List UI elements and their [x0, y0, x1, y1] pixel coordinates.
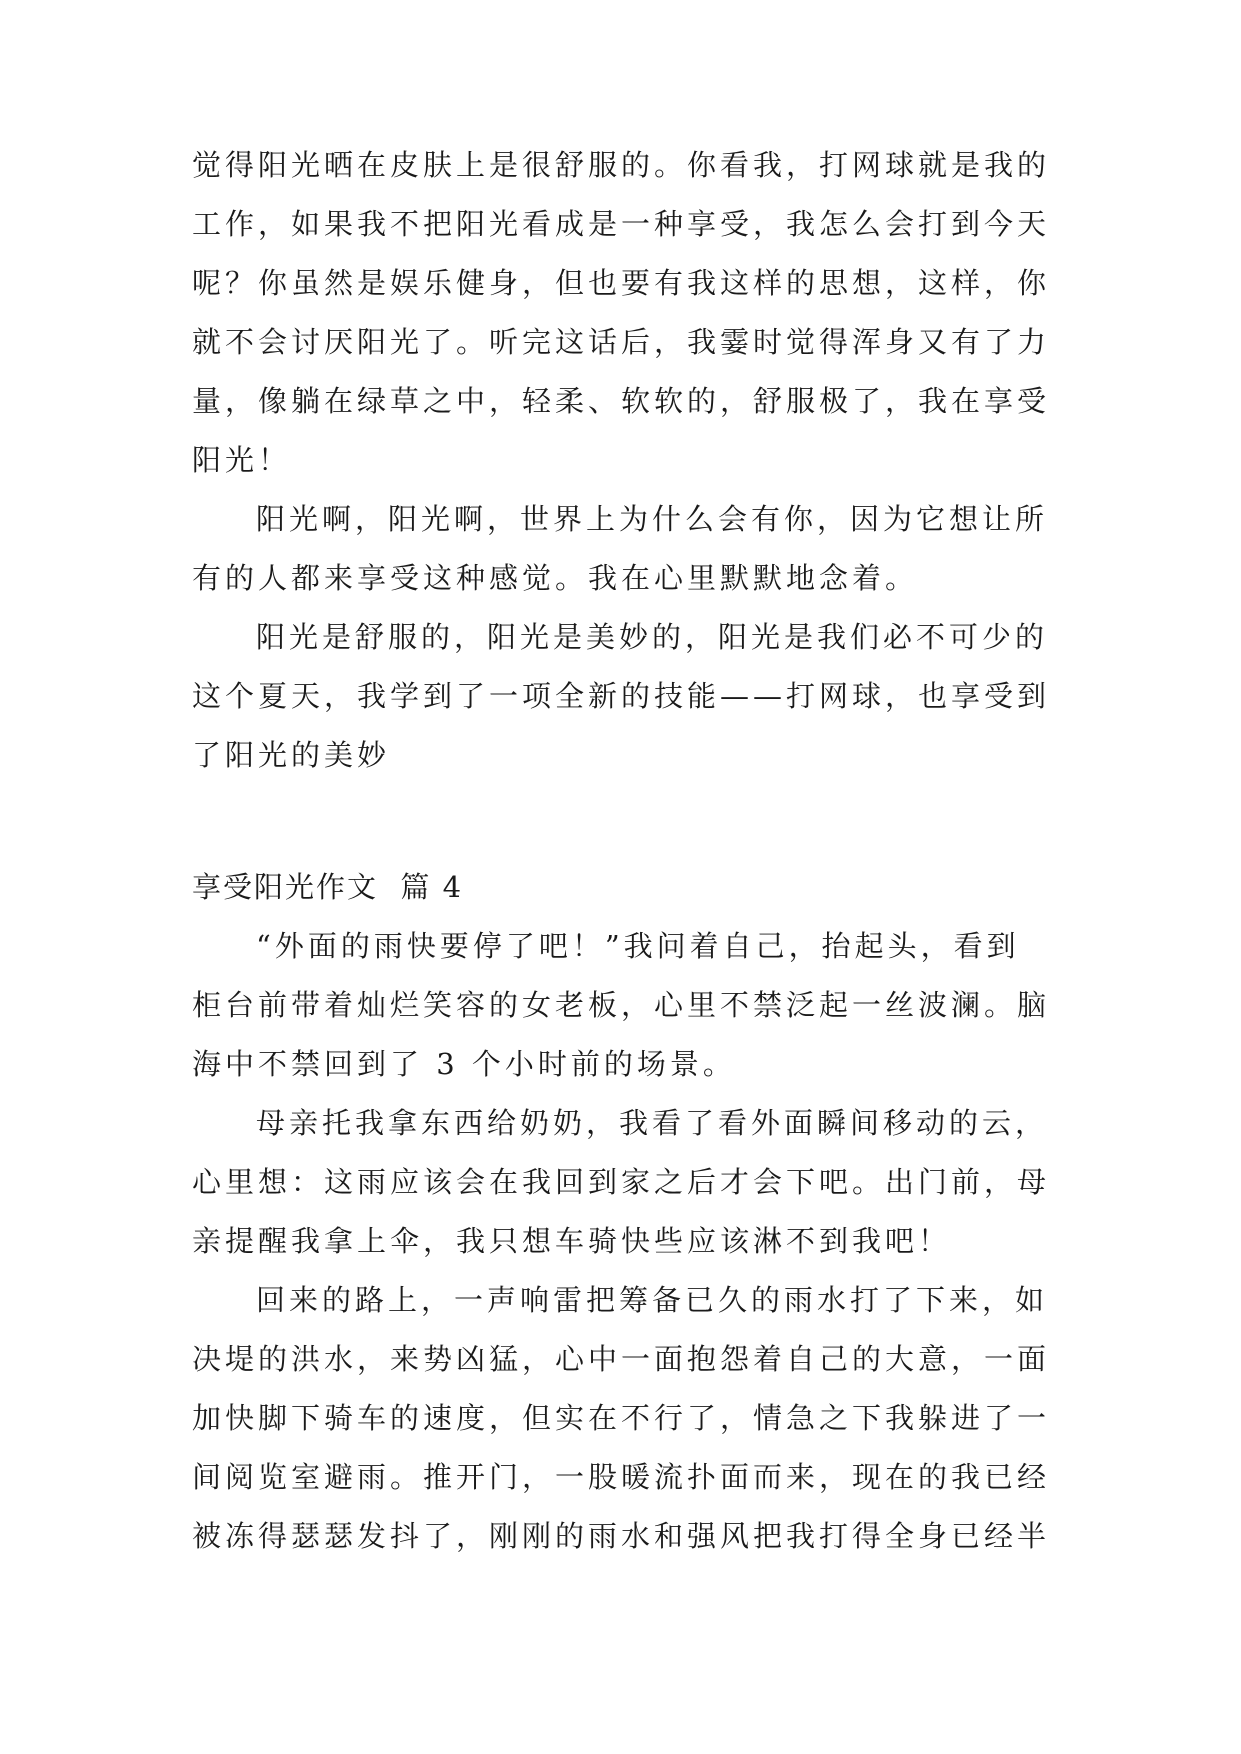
text-block-top: [192, 136, 1052, 785]
text-line: 母亲托我拿东西给奶奶，我看了看外面瞬间移动的云，: [256, 1106, 1049, 1140]
text-line: “外面的雨快要停了吧！”我问着自己，抬起头，看到: [256, 929, 1020, 963]
text-line: 柜台前带着灿烂笑容的女老板，心里不禁泛起一丝波澜。脑: [192, 988, 1051, 1022]
paragraph: [192, 1271, 1052, 1566]
text-line: 决堤的洪水，来势凶猛，心中一面抱怨着自己的大意，一面: [192, 1342, 1051, 1376]
text-line: 心里想：这雨应该会在我回到家之后才会下吧。出门前，母: [192, 1165, 1051, 1199]
text-block-bottom: [192, 917, 1052, 1566]
paragraph: [192, 490, 1052, 608]
text-line: 间阅览室避雨。推开门，一股暖流扑面而来，现在的我已经: [192, 1460, 1051, 1494]
paragraph: [192, 1094, 1052, 1271]
paragraph-continued: [192, 136, 1052, 490]
text-line: 被冻得瑟瑟发抖了，刚刚的雨水和强风把我打得全身已经半: [192, 1519, 1051, 1553]
section-heading: 享受阳光作文 篇 4: [192, 870, 464, 904]
text-line: 阳光啊，阳光啊，世界上为什么会有你，因为它想让所: [256, 502, 1049, 536]
paragraph: [192, 917, 1052, 1094]
text-line: 呢？你虽然是娱乐健身，但也要有我这样的思想，这样，你: [192, 266, 1051, 300]
text-line: 量，像躺在绿草之中，轻柔、软软的，舒服极了，我在享受: [192, 384, 1051, 418]
text-line: 工作，如果我不把阳光看成是一种享受，我怎么会打到今天: [192, 207, 1051, 241]
text-line: 阳光是舒服的，阳光是美妙的，阳光是我们必不可少的: [256, 620, 1049, 654]
text-line: 海中不禁回到了 3 个小时前的场景。: [192, 1047, 736, 1081]
text-line: 觉得阳光晒在皮肤上是很舒服的。你看我，打网球就是我的: [192, 148, 1051, 182]
text-line: 加快脚下骑车的速度，但实在不行了，情急之下我躲进了一: [192, 1401, 1051, 1435]
paragraph: [192, 608, 1052, 785]
text-line: 亲提醒我拿上伞，我只想车骑快些应该淋不到我吧！: [192, 1224, 952, 1258]
text-line: 有的人都来享受这种感觉。我在心里默默地念着。: [192, 561, 919, 595]
text-line: 回来的路上，一声响雷把筹备已久的雨水打了下来，如: [256, 1283, 1049, 1317]
text-line: 这个夏天，我学到了一项全新的技能——打网球，也享受到: [192, 679, 1051, 713]
text-line: 就不会讨厌阳光了。听完这话后，我霎时觉得浑身又有了力: [192, 325, 1051, 359]
text-line: 阳光！: [192, 443, 292, 477]
text-line: 了阳光的美妙: [192, 738, 391, 772]
